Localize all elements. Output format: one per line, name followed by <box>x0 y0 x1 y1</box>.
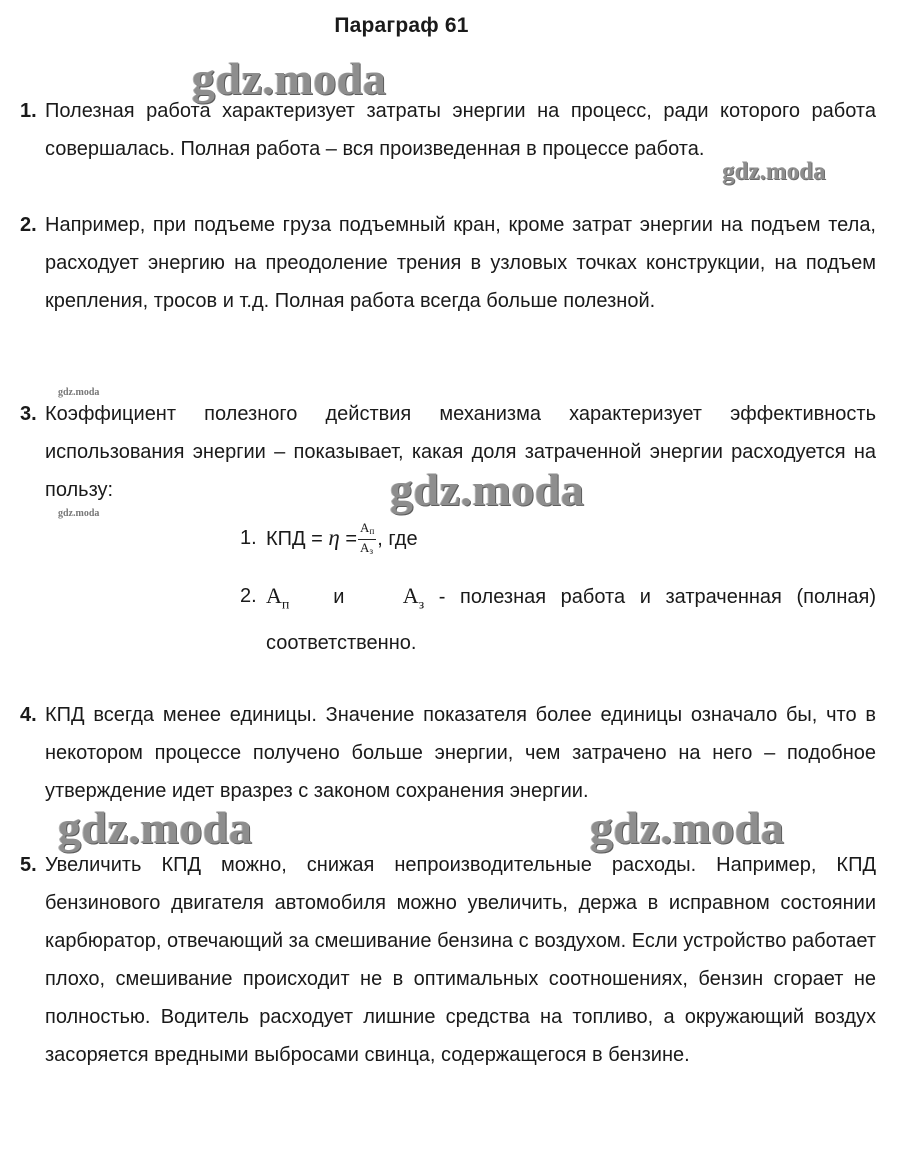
sub-item-number: 1. <box>240 527 257 549</box>
watermark: gdz.moda <box>722 158 826 185</box>
fraction-numerator: $А_п$ <box>358 520 376 540</box>
eta-symbol: η <box>328 525 340 550</box>
definition-line <box>240 577 876 662</box>
item-number: 2. <box>20 214 37 236</box>
list-item <box>20 395 876 509</box>
watermark: gdz.moda <box>390 464 585 515</box>
sub-item-number: 2. <box>240 585 257 607</box>
item-number: 5. <box>20 854 37 876</box>
item-number: 4. <box>20 704 37 726</box>
formula-line <box>240 519 876 559</box>
formula-equals: = <box>345 528 358 550</box>
item-text: Коэффициент полезного действия механизма характеризует эффективность использования энергии – показывает, какая доля затраченной энергии расходуется на пользу: <box>45 403 876 501</box>
total-work-symbol: $А_з$ <box>402 583 425 613</box>
item-text: КПД всегда менее единицы. Значение показателя более единицы означало бы, что в некотором процессе получено больше энергии, чем затрачено на него – подобное утверждение идет вразрез с законом сохранения энергии. <box>45 704 876 802</box>
item-text: Например, при подъеме груза подъемный кран, кроме затрат энергии на подъем тела, расходует энергию на преодоление трения в узловых точках конструкции, на подъем крепления, тросов и т.д. Полная работа всегда больше полезной. <box>45 214 876 312</box>
formula-prefix: КПД = <box>266 528 323 550</box>
watermark: gdz.moda <box>58 508 100 519</box>
efficiency-fraction <box>358 520 376 559</box>
item-number: 1. <box>20 100 37 122</box>
item-text: Полезная работа характеризует затраты энергии на процесс, ради которого работа совершалась. Полная работа – вся произведенная в процессе работа. <box>45 100 876 160</box>
page-title: Параграф 61 <box>334 14 469 37</box>
list-item <box>20 846 876 1074</box>
watermark: gdz.moda <box>590 802 785 853</box>
definition-text <box>266 577 876 662</box>
list-item <box>20 92 876 168</box>
watermark: gdz.moda <box>58 387 100 398</box>
definition-body: - полезная работа и затраченная (полная) соответственно. <box>266 586 876 655</box>
list-item <box>20 696 876 810</box>
watermark: gdz.moda <box>192 53 387 104</box>
useful-work-symbol: $А_п$ <box>266 583 290 613</box>
item-number: 3. <box>20 403 37 425</box>
formula-suffix: , где <box>377 528 418 550</box>
list-item <box>20 206 876 320</box>
watermark: gdz.moda <box>58 802 253 853</box>
fraction-denominator: $А_з$ <box>360 540 373 557</box>
definition-conj: и <box>333 586 345 608</box>
item-text: Увеличить КПД можно, снижая непроизводительные расходы. Например, КПД бензинового двигателя автомобиля можно увеличить, держа в исправном состоянии карбюратор, отвечающий за смешивание бензина с воздухом. Если устройство работает плохо, смешивание происходит не в оптимальных соотношениях, бензин сгорает не полностью. Водитель расходует лишние средства на топливо, а окружающий воздух засоряется вредными выбросами свинца, содержащегося в бензине. <box>45 854 876 1066</box>
